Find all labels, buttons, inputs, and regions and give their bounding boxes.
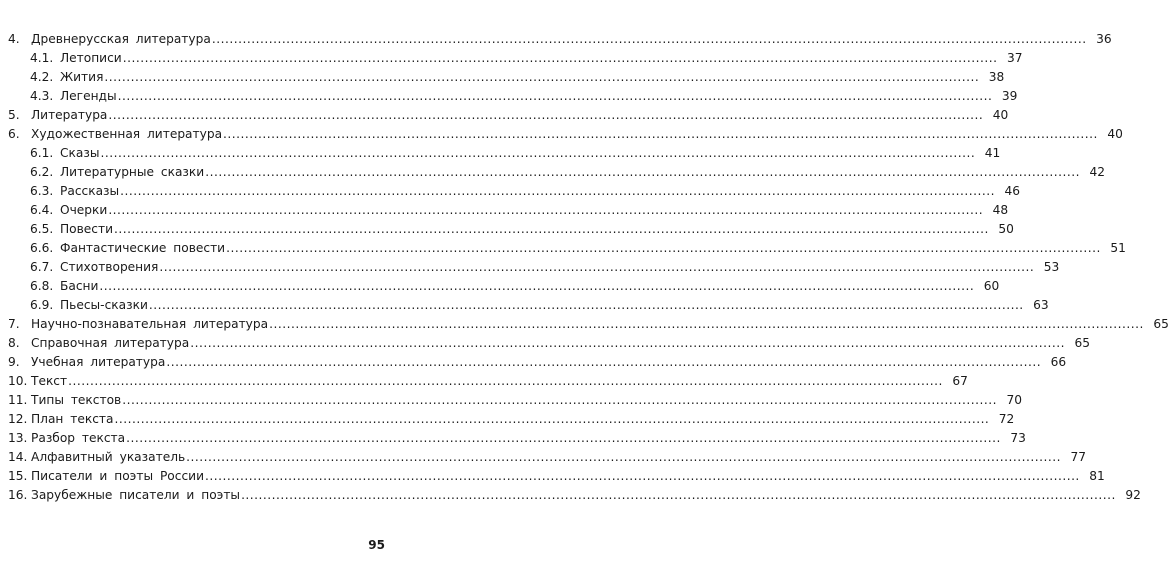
toc-entry-title: Зарубежные писатели и поэты xyxy=(31,488,241,502)
page-number: 95 xyxy=(368,538,385,552)
toc-entry-page: 65 xyxy=(1074,336,1091,350)
toc-entry-number: 4.1. xyxy=(30,51,54,65)
toc-entry-title: Справочная литература xyxy=(31,336,190,350)
toc-entry-number: 16. xyxy=(8,488,28,502)
toc-dot-leader: ........................................................................................................................................................................................................ xyxy=(223,127,1098,141)
toc-dot-leader: ........................................................................................................................................................................................................ xyxy=(99,279,975,293)
toc-entry-page: 40 xyxy=(1107,127,1123,141)
toc-entry[interactable] xyxy=(0,296,1049,315)
toc-entry-page: 48 xyxy=(992,203,1009,217)
toc-dot-leader: ........................................................................................................................................................................................................ xyxy=(159,260,1035,274)
toc-entry-number: 6.4. xyxy=(30,203,54,217)
toc-entry-title: Жития xyxy=(60,70,104,84)
toc-dot-leader: ........................................................................................................................................................................................................ xyxy=(108,108,984,122)
toc-entry[interactable] xyxy=(0,239,1126,258)
toc-entry-number: 6.3. xyxy=(30,184,54,198)
toc-entry[interactable] xyxy=(0,68,1005,87)
toc-dot-leader: ........................................................................................................................................................................................................ xyxy=(226,241,1101,255)
toc-entry[interactable] xyxy=(0,372,968,391)
toc-entry-page: 46 xyxy=(1004,184,1020,198)
toc-entry-number: 8. xyxy=(8,336,20,350)
toc-entry-page: 38 xyxy=(988,70,1005,84)
toc-entry-title: Алфавитный указатель xyxy=(31,450,186,464)
toc-entry-title: Пьесы-сказки xyxy=(60,298,148,312)
toc-entry-title: Разбор текста xyxy=(31,431,126,445)
toc-entry-number: 6.5. xyxy=(30,222,54,236)
toc-dot-leader: ........................................................................................................................................................................................................ xyxy=(190,336,1066,350)
toc-entry-page: 39 xyxy=(1001,89,1018,103)
toc-entry-page: 60 xyxy=(983,279,1000,293)
toc-entry-number: 15. xyxy=(8,469,28,483)
toc-entry-title: Древнерусская литература xyxy=(31,32,211,46)
toc-entry-page: 42 xyxy=(1089,165,1106,179)
toc-entry-title: Литература xyxy=(31,108,108,122)
toc-entry-number: 6. xyxy=(8,127,20,141)
toc-dot-leader: ........................................................................................................................................................................................................ xyxy=(241,488,1116,502)
toc-entry-page: 92 xyxy=(1125,488,1141,502)
toc-entry-number: 14. xyxy=(8,450,28,464)
toc-entry[interactable] xyxy=(0,315,1169,334)
toc-entry-page: 37 xyxy=(1007,51,1023,65)
toc-entry-page: 77 xyxy=(1070,450,1086,464)
toc-dot-leader: ........................................................................................................................................................................................................ xyxy=(205,165,1081,179)
toc-dot-leader: ........................................................................................................................................................................................................ xyxy=(122,393,998,407)
toc-entry[interactable] xyxy=(0,258,1060,277)
toc-entry-title: Рассказы xyxy=(60,184,120,198)
toc-entry-number: 6.2. xyxy=(30,165,54,179)
toc-entry-number: 7. xyxy=(8,317,20,331)
toc-dot-leader: ........................................................................................................................................................................................................ xyxy=(269,317,1144,331)
toc-dot-leader: ........................................................................................................................................................................................................ xyxy=(120,184,995,198)
toc-entry-title: Стихотворения xyxy=(60,260,159,274)
toc-entry[interactable] xyxy=(0,391,1023,410)
toc-entry-page: 72 xyxy=(998,412,1015,426)
toc-dot-leader: ........................................................................................................................................................................................................ xyxy=(211,32,1087,46)
toc-dot-leader: ........................................................................................................................................................................................................ xyxy=(126,431,1001,445)
toc-entry-title: Писатели и поэты России xyxy=(31,469,204,483)
toc-entry-number: 6.9. xyxy=(30,298,54,312)
toc-entry[interactable] xyxy=(0,144,1001,163)
toc-entry-title: Очерки xyxy=(60,203,108,217)
toc-entry-title: План текста xyxy=(31,412,114,426)
toc-entry-page: 67 xyxy=(952,374,968,388)
toc-entry-page: 70 xyxy=(1006,393,1023,407)
toc-entry-title: Текст xyxy=(31,374,68,388)
toc-dot-leader: ........................................................................................................................................................................................................ xyxy=(205,469,1080,483)
toc-entry[interactable] xyxy=(0,410,1015,429)
toc-entry[interactable] xyxy=(0,163,1106,182)
toc-entry-number: 4. xyxy=(8,32,20,46)
toc-dot-leader: ........................................................................................................................................................................................................ xyxy=(108,203,984,217)
toc-entry-title: Учебная литература xyxy=(31,355,166,369)
toc-entry-number: 6.8. xyxy=(30,279,54,293)
toc-dot-leader: ........................................................................................................................................................................................................ xyxy=(166,355,1042,369)
toc-entry[interactable] xyxy=(0,448,1086,467)
toc-entry-title: Художественная литература xyxy=(31,127,223,141)
toc-entry[interactable] xyxy=(0,106,1009,125)
toc-entry-title: Сказы xyxy=(60,146,100,160)
toc-entry[interactable] xyxy=(0,220,1014,239)
toc-dot-leader: ........................................................................................................................................................................................................ xyxy=(100,146,976,160)
toc-entry-page: 50 xyxy=(998,222,1014,236)
toc-entry-title: Научно-познавательная литература xyxy=(31,317,269,331)
toc-dot-leader: ........................................................................................................................................................................................................ xyxy=(122,51,998,65)
toc-entry-number: 4.3. xyxy=(30,89,54,103)
toc-entry-page: 41 xyxy=(984,146,1001,160)
toc-entry-page: 81 xyxy=(1089,469,1105,483)
toc-entry-title: Фантастические повести xyxy=(60,241,226,255)
toc-entry[interactable] xyxy=(0,201,1009,220)
toc-entry-number: 12. xyxy=(8,412,28,426)
toc-entry[interactable] xyxy=(0,30,1112,49)
toc-entry[interactable] xyxy=(0,49,1023,68)
toc-entry-title: Басни xyxy=(60,279,99,293)
toc-entry-page: 53 xyxy=(1043,260,1060,274)
toc-entry[interactable] xyxy=(0,353,1067,372)
toc-entry-page: 63 xyxy=(1033,298,1049,312)
toc-dot-leader: ........................................................................................................................................................................................................ xyxy=(186,450,1061,464)
toc-entry-number: 9. xyxy=(8,355,20,369)
toc-entry-title: Литературные сказки xyxy=(60,165,205,179)
toc-entry[interactable] xyxy=(0,429,1026,448)
toc-entry-page: 65 xyxy=(1153,317,1169,331)
toc-entry-number: 6.6. xyxy=(30,241,54,255)
toc-dot-leader: ........................................................................................................................................................................................................ xyxy=(148,298,1024,312)
toc-entry-number: 13. xyxy=(8,431,28,445)
toc-entry-title: Летописи xyxy=(60,51,122,65)
toc-dot-leader: ........................................................................................................................................................................................................ xyxy=(114,222,989,236)
table-of-contents xyxy=(0,30,1169,505)
toc-entry[interactable] xyxy=(0,467,1105,486)
toc-dot-leader: ........................................................................................................................................................................................................ xyxy=(117,89,993,103)
toc-entry-number: 10. xyxy=(8,374,28,388)
toc-entry[interactable] xyxy=(0,182,1020,201)
toc-entry-page: 36 xyxy=(1096,32,1112,46)
toc-entry-number: 11. xyxy=(8,393,28,407)
toc-entry-title: Повести xyxy=(60,222,114,236)
toc-dot-leader: ........................................................................................................................................................................................................ xyxy=(104,70,980,84)
toc-entry-page: 73 xyxy=(1010,431,1026,445)
toc-entry-number: 6.1. xyxy=(30,146,54,160)
toc-entry-page: 66 xyxy=(1050,355,1067,369)
toc-entry-number: 4.2. xyxy=(30,70,54,84)
toc-dot-leader: ........................................................................................................................................................................................................ xyxy=(68,374,943,388)
toc-entry[interactable] xyxy=(0,277,1000,296)
toc-entry-title: Типы текстов xyxy=(31,393,122,407)
toc-entry[interactable] xyxy=(0,87,1018,106)
toc-entry-number: 6.7. xyxy=(30,260,54,274)
toc-entry[interactable] xyxy=(0,125,1123,144)
toc-entry-title: Легенды xyxy=(60,89,117,103)
toc-entry[interactable] xyxy=(0,334,1091,353)
toc-entry-number: 5. xyxy=(8,108,20,122)
toc-entry-page: 40 xyxy=(992,108,1009,122)
toc-entry-page: 51 xyxy=(1110,241,1126,255)
toc-dot-leader: ........................................................................................................................................................................................................ xyxy=(114,412,990,426)
toc-entry[interactable] xyxy=(0,486,1141,505)
